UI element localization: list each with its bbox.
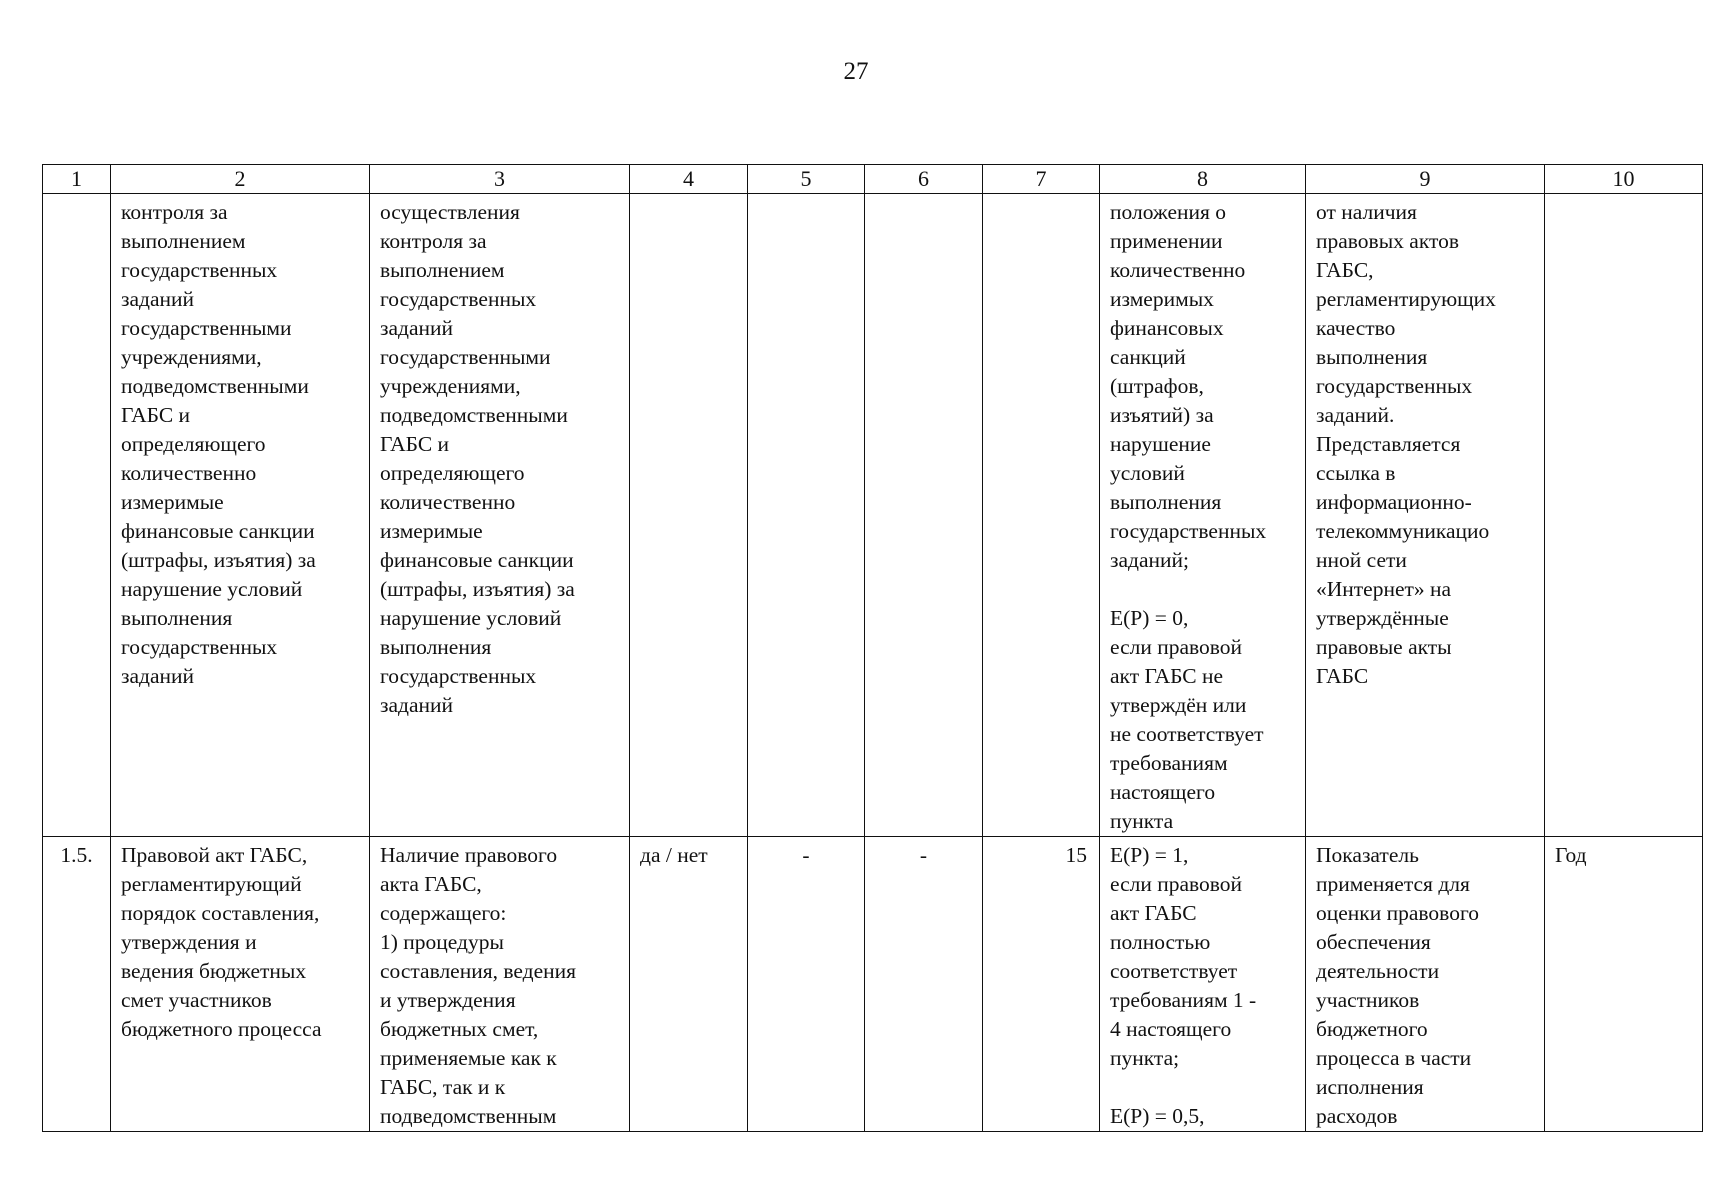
cell-text: положения о применении количественно измеримых финансовых санкций (штрафов, изъятий) за нарушение условий выполнения государственных заданий; E(P) = 0, если правовой акт ГАБС не утверждён или не соответствует требованиям настоящего пункта bbox=[1110, 200, 1267, 833]
cell-text: - bbox=[802, 843, 810, 867]
table-row bbox=[43, 837, 1703, 1132]
table-cell bbox=[43, 194, 111, 837]
indicator-table bbox=[42, 164, 1703, 1132]
period-value: Год bbox=[1555, 843, 1587, 867]
unit-value: да / нет bbox=[640, 843, 708, 867]
table-cell bbox=[630, 837, 748, 1132]
column-header-2: 2 bbox=[111, 165, 370, 194]
table-cell bbox=[370, 194, 630, 837]
column-header-6: 6 bbox=[865, 165, 983, 194]
column-header-7: 7 bbox=[983, 165, 1100, 194]
cell-text: - bbox=[919, 843, 928, 867]
table-cell bbox=[983, 194, 1100, 837]
cell-text: контроля за выполнением государственных заданий государственными учреждениями, подведомственными ГАБС и определяющего количественно измеримые финансовые санкции (штрафы, изъятия) за нарушение условий выполнения государственных заданий bbox=[121, 200, 316, 688]
formula-text: E(P) = 1, если правовой акт ГАБС полностью соответствует требованиям 1 - 4 настоящего пункта; E(P) = 0,5, bbox=[1110, 843, 1257, 1128]
table-cell bbox=[630, 194, 748, 837]
comment-text: Показатель применяется для оценки правового обеспечения деятельности участников бюджетного процесса в части исполнения расходов bbox=[1316, 843, 1479, 1128]
column-header-5: 5 bbox=[748, 165, 865, 194]
column-header-9: 9 bbox=[1306, 165, 1545, 194]
page-number: 27 bbox=[843, 58, 869, 85]
table-cell bbox=[865, 837, 983, 1132]
column-header-1: 1 bbox=[43, 165, 111, 194]
table-cell bbox=[111, 837, 370, 1132]
header-row bbox=[43, 165, 1703, 194]
column-header-3: 3 bbox=[370, 165, 630, 194]
table-cell bbox=[111, 194, 370, 837]
table-cell bbox=[1306, 837, 1545, 1132]
table-cell bbox=[1100, 837, 1306, 1132]
column-header-4: 4 bbox=[630, 165, 748, 194]
table-row bbox=[43, 194, 1703, 837]
indicator-description: Наличие правового акта ГАБС, содержащего: 1) процедуры составления, ведения и утверждения бюджетных смет, применяемые как к ГАБС, так и к подведомственным bbox=[380, 843, 577, 1128]
weight-value: 15 bbox=[1065, 843, 1087, 867]
table-cell bbox=[748, 194, 865, 837]
row-number: 1.5. bbox=[60, 843, 93, 867]
table-cell bbox=[43, 837, 111, 1132]
table-cell bbox=[1100, 194, 1306, 837]
column-header-10: 10 bbox=[1545, 165, 1703, 194]
cell-text: от наличия правовых актов ГАБС, регламентирующих качество выполнения государственных заданий. Представляется ссылка в информационно- телекоммуникацио нной сети «Интернет» на утверждённые правовые акты ГАБС bbox=[1316, 200, 1496, 688]
table-cell bbox=[748, 837, 865, 1132]
table-cell bbox=[1306, 194, 1545, 837]
table-cell bbox=[1545, 194, 1703, 837]
column-header-8: 8 bbox=[1100, 165, 1306, 194]
cell-text: осуществления контроля за выполнением государственных заданий государственными учреждениями, подведомственными ГАБС и определяющего количественно измеримые финансовые санкции (штрафы, изъятия) за нарушение условий выполнения государственных заданий bbox=[380, 200, 575, 717]
table-cell bbox=[1545, 837, 1703, 1132]
table-cell bbox=[983, 837, 1100, 1132]
table-cell bbox=[865, 194, 983, 837]
table-cell bbox=[370, 837, 630, 1132]
indicator-name: Правовой акт ГАБС, регламентирующий порядок составления, утверждения и ведения бюджетных смет участников бюджетного процесса bbox=[121, 843, 322, 1041]
